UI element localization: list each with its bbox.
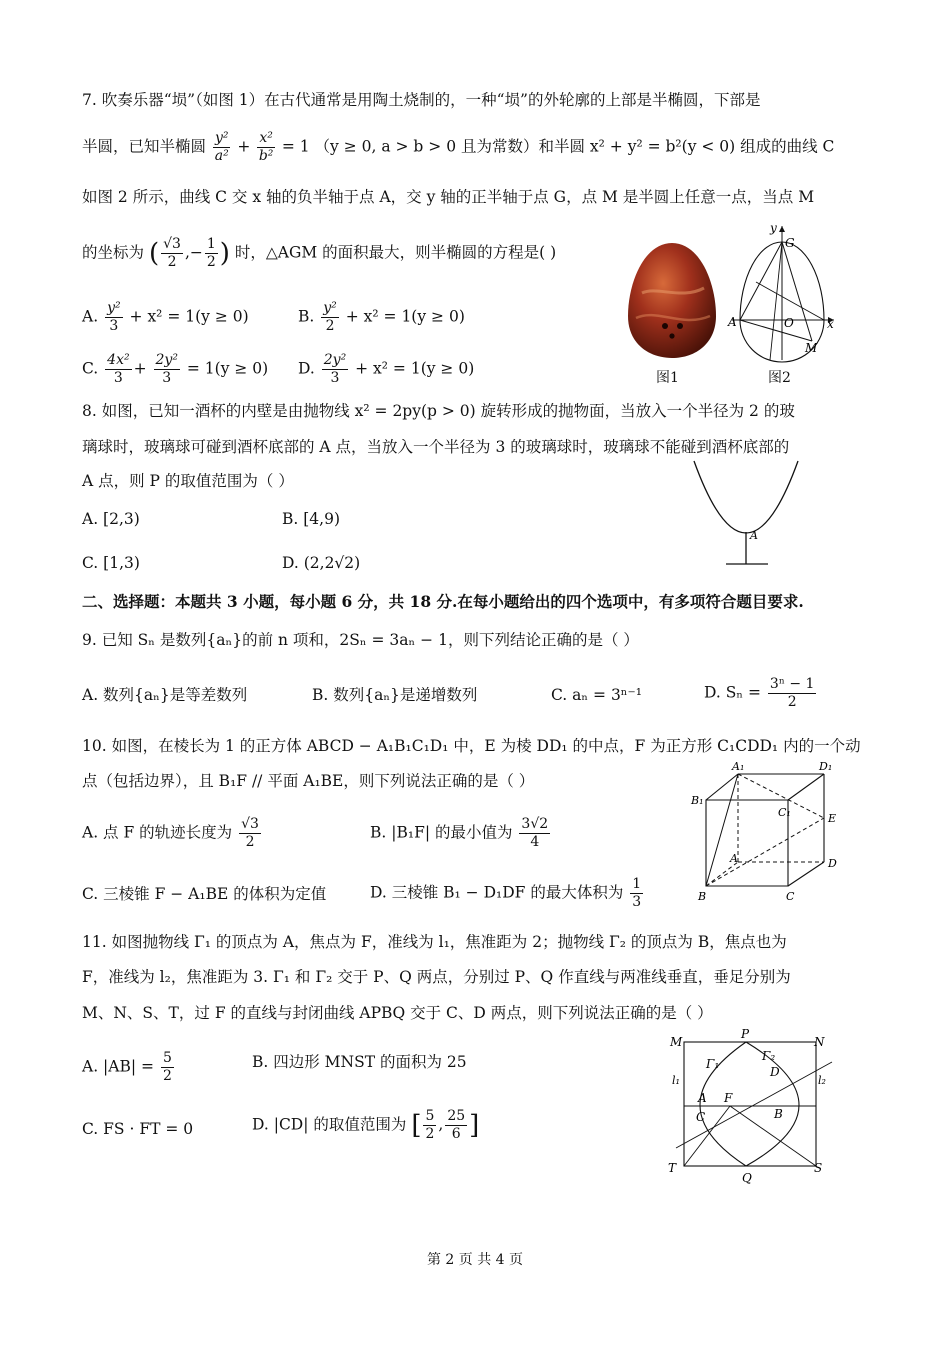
label-d: D bbox=[770, 1065, 780, 1079]
q9-option-b[interactable]: B. 数列{aₙ}是递增数列 bbox=[312, 686, 478, 704]
q7-line4: 的坐标为 ( $\frac{√3}{2}$ ,− $\frac{1}{2}$ ) 时，△AGM 的面积最大，则半椭圆的方程是( ) bbox=[82, 236, 557, 270]
frac-1-2: $\frac{1}{2}$ bbox=[206, 236, 216, 270]
frac-x2-b2: $\frac{\text{x²}}{\text{b²}}$ bbox=[258, 130, 274, 164]
label-a: A bbox=[728, 315, 737, 329]
label-b1: B₁ bbox=[691, 794, 704, 807]
label-cup-a: A bbox=[750, 529, 758, 542]
q8-option-a[interactable]: A. [2,3) bbox=[82, 510, 140, 528]
q11-line1: 11. 如图抛物线 Γ₁ 的顶点为 A，焦点为 F，准线为 l₁，焦准距为 2；抛物线 Γ₂ 的顶点为 B，焦点也为 bbox=[82, 933, 787, 951]
q11-option-c[interactable]: C. FS · FT = 0 bbox=[82, 1120, 194, 1138]
q10-line1: 10. 如图，在棱长为 1 的正方体 ABCD − A₁B₁C₁D₁ 中，E 为棱 DD₁ 的中点，F 为正方形 C₁CDD₁ 内的一个动 bbox=[82, 737, 861, 755]
q8-option-c[interactable]: C. [1,3) bbox=[82, 554, 140, 572]
frac-s3-2: $\frac{√3}{2}$ bbox=[163, 236, 181, 270]
label-t: T bbox=[668, 1161, 677, 1175]
q7-option-d[interactable]: D. $\frac{\text{2y²}}{3}$ + x² = 1(y ≥ 0) bbox=[298, 352, 475, 386]
label-m: M bbox=[670, 1035, 683, 1049]
label-n: N bbox=[814, 1035, 825, 1049]
label-c: C bbox=[696, 1110, 706, 1124]
label-y: y bbox=[770, 222, 777, 235]
label-c1: C₁ bbox=[778, 806, 791, 819]
xun-figure bbox=[622, 238, 722, 363]
q10-option-b[interactable]: B. |B₁F| 的最小值为 $\frac{3√2}{4}$ bbox=[370, 816, 549, 850]
q9-option-a[interactable]: A. 数列{aₙ}是等差数列 bbox=[82, 686, 248, 704]
q7-option-a[interactable]: A. $\frac{\text{y²}}{3}$ + x² = 1(y ≥ 0) bbox=[82, 300, 249, 334]
q8-option-b[interactable]: B. [4,9) bbox=[282, 510, 340, 528]
curve-c-figure bbox=[726, 222, 838, 364]
q7-option-b[interactable]: B. $\frac{\text{y²}}{2}$ + x² = 1(y ≥ 0) bbox=[298, 300, 465, 334]
q11-line3: M、N、S、T，过 F 的直线与封闭曲线 APBQ 交于 C、D 两点，则下列说法正确的是（ ） bbox=[82, 1004, 713, 1022]
q9-option-d[interactable]: D. Sₙ = $\frac{\text{3ⁿ − 1}}{2}$ bbox=[704, 676, 815, 710]
q10-option-a[interactable]: A. 点 F 的轨迹长度为 $\frac{√3}{2}$ bbox=[82, 816, 259, 850]
label-gamma2: Γ₂ bbox=[762, 1049, 776, 1063]
q11-line2: F，准线为 l₂，焦准距为 3. Γ₁ 和 Γ₂ 交于 P、Q 两点，分别过 P、Q 作直线与两准线垂直，垂足分别为 bbox=[82, 968, 791, 986]
label-f: F bbox=[724, 1091, 733, 1105]
label-q: Q bbox=[742, 1171, 752, 1185]
q7-line1: 7. 吹奏乐器“埙”（如图 1）在古代通常是用陶土烧制的，一种“埙”的外轮廓的上部是半椭圆，下部是 bbox=[82, 91, 761, 109]
label-d1: D₁ bbox=[819, 760, 833, 773]
label-e: E bbox=[828, 812, 837, 825]
label-a1: A₁ bbox=[732, 760, 745, 773]
label-x: x bbox=[827, 317, 834, 331]
label-m: M bbox=[805, 341, 818, 355]
q10-option-c[interactable]: C. 三棱锥 F − A₁BE 的体积为定值 bbox=[82, 885, 327, 903]
label-a: A bbox=[730, 852, 738, 865]
q11-option-d[interactable]: D. |CD| 的取值范围为 [ $\frac{5}{2}$ , $\frac{25}{6}$ ] bbox=[252, 1108, 480, 1142]
label-o: O bbox=[784, 316, 794, 330]
page-footer: 第 2 页 共 4 页 bbox=[426, 1252, 524, 1268]
fig2-caption: 图2 bbox=[768, 370, 791, 386]
q7-line2-a: 半圆，已知半椭圆 bbox=[82, 137, 207, 156]
label-a: A bbox=[698, 1091, 707, 1105]
label-b: B bbox=[698, 890, 707, 903]
q11-option-a[interactable]: A. |AB| = $\frac{5}{2}$ bbox=[82, 1050, 172, 1084]
q8-line2: 璃球时，玻璃球可碰到酒杯底部的 A 点，当放入一个半径为 3 的玻璃球时，玻璃球不能碰到酒杯底部的 bbox=[82, 438, 790, 456]
q7-option-c[interactable]: C. $\frac{\text{4x²}}{3}$ + $\frac{\text{2y²}}{3}$ = 1(y ≥ 0) bbox=[82, 352, 269, 386]
frac-y2-a2: $\frac{\text{y²}}{\text{a²}}$ bbox=[214, 130, 229, 164]
q8-line3: A 点，则 P 的取值范围为（ ） bbox=[82, 472, 294, 490]
parabolas-figure bbox=[662, 1024, 838, 1188]
q7-line2: 半圆，已知半椭圆 $\frac{\text{y²}}{\text{a²}}$ + $\frac{\text{x²}}{\text{b²}}$ = 1 （y ≥ 0, a > b > 0 且为常数）和半圆 x² + y² = b²(y < 0) 组成的曲线 C bbox=[82, 130, 835, 164]
q10-line2: 点（包括边界），且 B₁F // 平面 A₁BE，则下列说法正确的是（ ） bbox=[82, 772, 535, 790]
label-l2: l₂ bbox=[818, 1074, 826, 1087]
label-g: G bbox=[785, 236, 795, 250]
cube-figure bbox=[688, 760, 848, 910]
label-s: S bbox=[814, 1161, 823, 1175]
q11-option-b[interactable]: B. 四边形 MNST 的面积为 25 bbox=[252, 1053, 467, 1071]
label-p: P bbox=[741, 1027, 750, 1041]
label-d: D bbox=[828, 857, 837, 870]
label-gamma1: Γ₁ bbox=[706, 1057, 720, 1071]
q9-line1: 9. 已知 Sₙ 是数列{aₙ}的前 n 项和，2Sₙ = 3aₙ − 1，则下列结论正确的是（ ） bbox=[82, 631, 639, 649]
q7-line3: 如图 2 所示，曲线 C 交 x 轴的负半轴于点 A，交 y 轴的正半轴于点 G，点 M 是半圆上任意一点，当点 M bbox=[82, 188, 815, 206]
q10-option-d[interactable]: D. 三棱锥 B₁ − D₁DF 的最大体积为 $\frac{1}{3}$ bbox=[370, 876, 642, 910]
label-b: B bbox=[774, 1107, 783, 1121]
label-l1: l₁ bbox=[672, 1074, 680, 1087]
label-c: C bbox=[786, 890, 795, 903]
fig1-caption: 图1 bbox=[656, 370, 679, 386]
q7-line2-b: （y ≥ 0, a > b > 0 且为常数）和半圆 x² + y² = b²(y < 0) 组成的曲线 C bbox=[314, 137, 835, 156]
section2-heading: 二、选择题：本题共 3 小题，每小题 6 分，共 18 分.在每小题给出的四个选项中，有多项符合题目要求. bbox=[82, 592, 804, 611]
q8-option-d[interactable]: D. (2,2√2) bbox=[282, 554, 361, 572]
wine-glass-figure bbox=[690, 455, 810, 575]
q9-option-c[interactable]: C. aₙ = 3ⁿ⁻¹ bbox=[551, 686, 642, 704]
q8-line1: 8. 如图，已知一酒杯的内壁是由抛物线 x² = 2py(p > 0) 旋转形成的抛物面，当放入一个半径为 2 的玻 bbox=[82, 402, 795, 420]
